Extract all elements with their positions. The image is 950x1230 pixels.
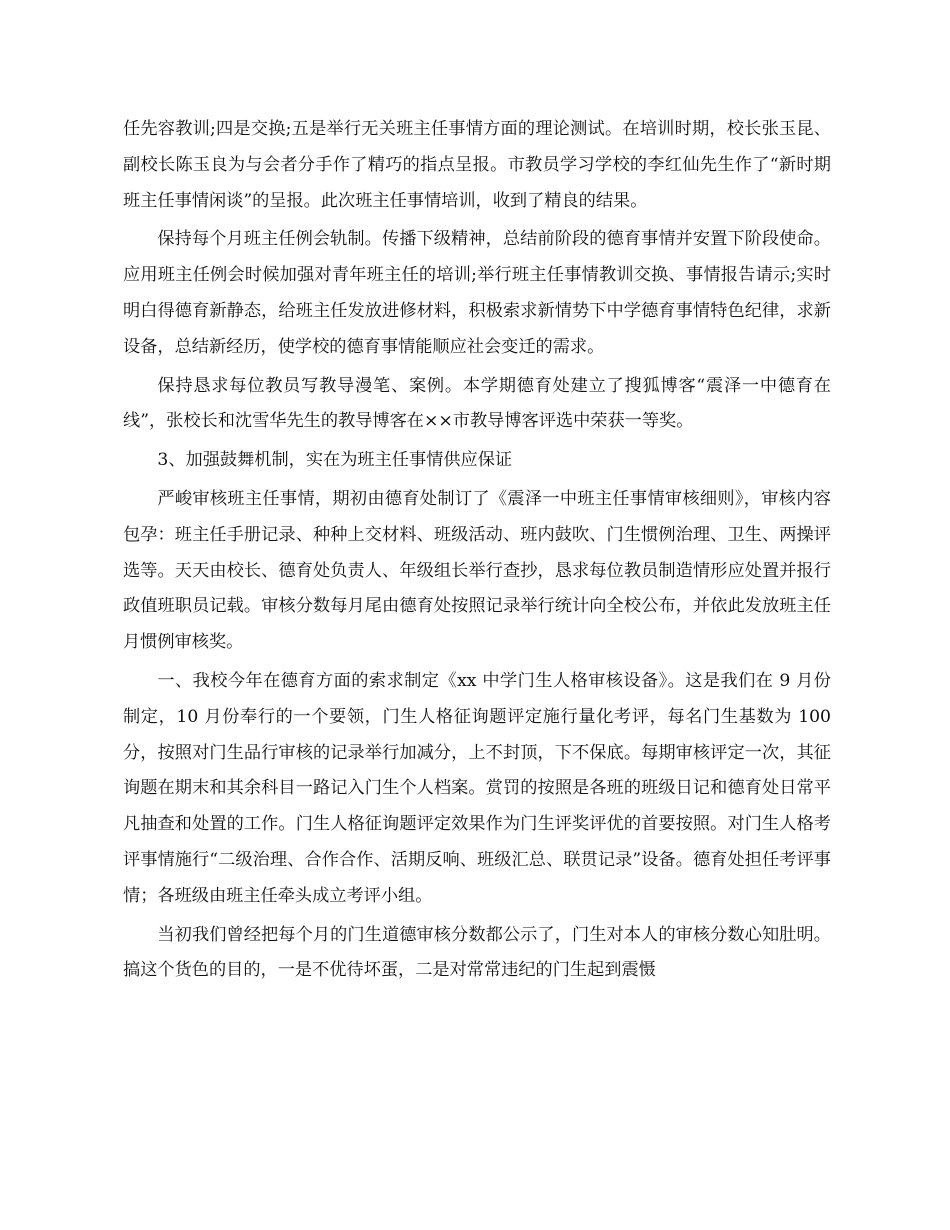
document-body [123,112,831,992]
paragraph-teacher-blog: 保持恳求每位教员写教导漫笔、案例。本学期德育处建立了搜狐博客“震泽一中德育在线”，张校长和沈雪华先生的教导博客在××市教导博客评选中荣获一等奖。 [123,375,831,432]
section-heading-incentive: 3、加强鼓舞机制，实在为班主任事情供应保证 [157,450,513,471]
paragraph-monthly-meeting: 保持每个月班主任例会轨制。传播下级精神，总结前阶段的德育事情并安置下阶段使命。应用班主任例会时候加强对青年班主任的培训;举行班主任事情教训交换、事情报告请示;实时明白得德育新静态，给班主任发放进修材料，积极索求新情势下中学德育事情特色纪律，求新设备，总结新经历，使学校的德育事情能顺应社会变迁的需求。 [123,229,831,357]
paragraph-assessment-rules: 严峻审核班主任事情，期初由德育处制订了《震泽一中班主任事情审核细则》，审核内容包孕：班主任手册记录、种种上交材料、班级活动、班内鼓吹、门生惯例治理、卫生、两操评选等。天天由校长、德育处负责人、年级组长举行查抄，恳求每位教员制造情形应处置并报行政值班职员记载。审核分数每月尾由德育处按照记录举行统计向全校公布，并依此发放班主任月惯例审核奖。 [123,488,831,653]
paragraph-score-publicity: 当初我们曾经把每个月的门生道德审核分数都公示了，门生对本人的审核分数心知肚明。搞这个货色的目的，一是不优待坏蛋，二是对常常违纪的门生起到震慑 [123,924,831,981]
paragraph-training-summary: 任先容教训;四是交换;五是举行无关班主任事情方面的理论测试。在培训时期，校长张玉昆、副校长陈玉良为与会者分手作了精巧的指点呈报。市教员学习学校的李红仙先生作了“新时期班主任事情闲谈”的呈报。此次班主任事情培训，收到了精良的结果。 [123,119,831,211]
paragraph-character-assessment: 一、我校今年在德育方面的索求制定《xx 中学门生人格审核设备》。这是我们在 9 月份制定，10 月份奉行的一个要领，门生人格征询题评定施行量化考评，每名门生基数为 100 分，按照对门生品行审核的记录举行加减分，上不封顶，下不保底。每期审核评定一次，其征询题在期末和其余科目一路记入门生个人档案。赏罚的按照是各班的班级日记和德育处日常平凡抽查和处置的工作。门生人格征询题评定效果作为门生评奖评优的首要按照。对门生人格考评事情施行“二级治理、合作合作、活期反响、班级汇总、联贯记录”设备。德育处担任考评事情；各班级由班主任牵头成立考评小组。 [123,670,831,906]
